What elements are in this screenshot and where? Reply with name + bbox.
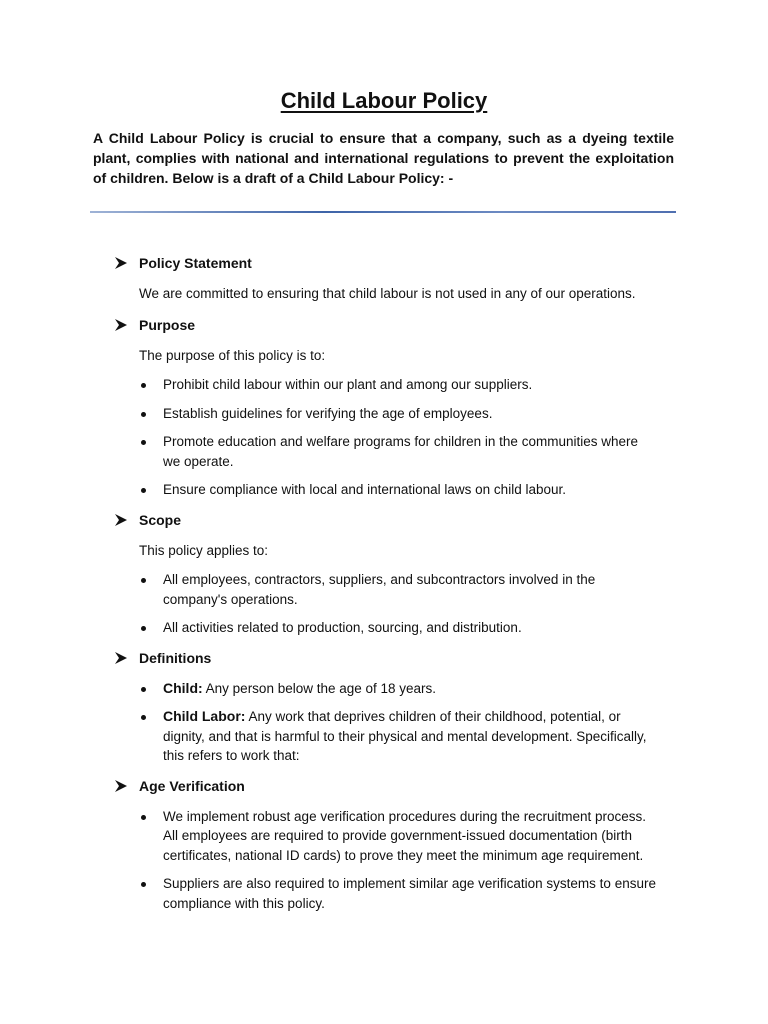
bullet-dot [141, 383, 146, 388]
list-item [0, 432, 658, 471]
bullet-list-purpose [0, 375, 768, 500]
bullet-dot [141, 440, 146, 445]
bullet-dot [141, 626, 146, 631]
section-heading-policy-statement [0, 252, 768, 274]
section-heading-scope [0, 509, 768, 531]
arrowhead-icon [114, 647, 130, 669]
bullet-dot [141, 815, 146, 820]
list-item [0, 375, 658, 395]
section-heading-label: Age Verification [139, 777, 245, 794]
definition-term: Child Labor: [163, 708, 246, 724]
definitions-list [0, 679, 768, 766]
definition-item [0, 679, 658, 699]
list-item-text: We implement robust age verification procedures during the recruitment process. All employees are required to provide government-issued documentation (birth certificates, national ID cards) to prove they meet the minimum age requirement. [163, 808, 646, 863]
section-heading-label: Scope [139, 511, 182, 528]
bullet-dot [141, 488, 146, 493]
intro-paragraph: A Child Labour Policy is crucial to ensure that a company, such as a dyeing textile plant, complies with national and international regulations to prevent the exploitation of children. Below is a draft of a Child Labour Policy: - [93, 130, 674, 186]
section-heading-label: Purpose [139, 316, 196, 333]
definition-term: Child: [163, 679, 203, 696]
list-item-text: Establish guidelines for verifying the age of employees. [163, 405, 493, 421]
list-item [0, 807, 658, 866]
bullet-dot [141, 687, 146, 692]
section-heading-label: Policy Statement [139, 255, 252, 271]
list-item [0, 618, 658, 638]
arrowhead-icon [114, 314, 130, 336]
bullet-dot [141, 715, 146, 720]
section-paragraph: The purpose of this policy is to: [139, 347, 326, 363]
page-title: Child Labour Policy [280, 88, 488, 113]
bullet-dot [141, 578, 146, 583]
list-item-text: Ensure compliance with local and international laws on child labour. [163, 482, 566, 497]
list-item-text: Prohibit child labour within our plant and among our suppliers. [163, 377, 533, 392]
horizontal-divider [90, 211, 676, 213]
arrowhead-icon [114, 509, 130, 531]
policy-content [0, 252, 768, 922]
section-heading-definitions [0, 647, 768, 669]
definition-text: Any work that deprives children of their childhood, potential, or dignity, and that is harmful to their physical and mental development. Specifically, this refers to work that: [163, 709, 647, 763]
list-item-text: Suppliers are also required to implement similar age verification systems to ensure compliance with this policy. [163, 876, 656, 911]
list-item-text: All activities related to production, sourcing, and distribution. [163, 620, 522, 635]
bullet-dot [141, 882, 146, 887]
list-item [0, 480, 658, 500]
list-item-text: Promote education and welfare programs for children in the communities where we operate. [163, 434, 638, 469]
list-item-text: All employees, contractors, suppliers, and subcontractors involved in the company's operations. [163, 572, 596, 607]
arrowhead-icon [114, 775, 130, 797]
definition-text: Any person below the age of 18 years. [202, 680, 437, 696]
list-item [0, 874, 658, 913]
arrowhead-icon [114, 252, 130, 274]
section-heading-age-verification [0, 775, 768, 797]
section-paragraph: This policy applies to: [139, 542, 269, 558]
definition-item [0, 707, 658, 766]
bullet-list-age-verification [0, 807, 768, 914]
bullet-dot [141, 412, 146, 417]
list-item [0, 570, 658, 609]
bullet-list-scope [0, 570, 768, 638]
section-paragraph: We are committed to ensuring that child labour is not used in any of our operations. [139, 286, 636, 301]
section-heading-purpose [0, 314, 768, 336]
section-heading-label: Definitions [139, 649, 212, 666]
list-item [0, 404, 658, 424]
